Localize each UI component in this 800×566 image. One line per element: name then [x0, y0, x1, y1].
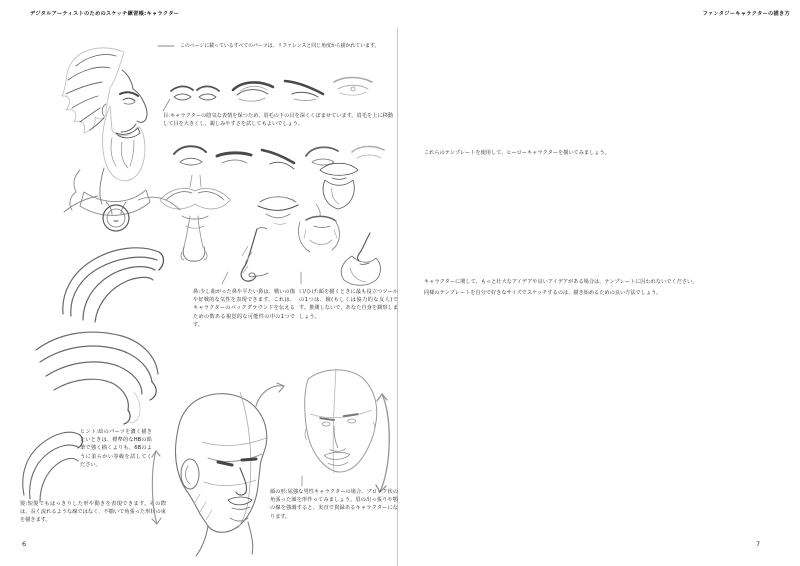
- eye-study-angry: [282, 74, 326, 104]
- eye-pair-study: [168, 82, 222, 108]
- running-title-left: デジタルアーティストのためのスケッチ練習帳:キャラクター: [30, 11, 180, 17]
- intro-note: このページに載っているすべてのパーツは、リファレンスと同じ角度から描かれています。: [180, 43, 380, 49]
- note-eyes: 目:キャラクターの陰気な表情を保つため、眉毛の下の目を深くくぼませています。眉毛を上に移動して目を大きくし、親しみやすさを試してもよいでしょう。: [163, 113, 393, 128]
- caption-ideas-line2: 同様のテンプレートを自分で好きなサイズでスケッチするのは、描き始めるための良い方法でしょう。: [424, 290, 662, 296]
- eye-study-heavy-brow: [230, 78, 276, 106]
- head-template-blocky-2: [546, 36, 646, 144]
- note-hair: 髪:短髪でもはっきりした形や動きを表現できます。その際は、長く流れるような線ではなく、不揃いで角張った形状の束を描きます。: [20, 501, 166, 524]
- note-hint: ヒント:絵のパーツを濃く描きたいときは、標準的なHBの鉛筆で強く描くよりも、6Bのように柔らかい等級を試してください。: [80, 429, 152, 468]
- note-mouth: 口/ひげ:顔を描くときに最も役立つツールの1つは、鏡(もしくは協力的な友人)です。推測しないで、あなた自身を観察しましょう。: [299, 289, 398, 320]
- hair-study-1: [55, 228, 167, 328]
- head-template-blocky-1: [420, 36, 520, 144]
- rotate-arrow-icon: [368, 388, 394, 500]
- page-number-right: 7: [756, 540, 761, 548]
- caption-ideas-line1: キャラクターに関して、もっと壮大なアイデアや良いアイデアがある場合は、テンプレートに囚われないでください。: [424, 279, 698, 285]
- page-number-left: 6: [22, 540, 27, 548]
- head-template-practice-6: [674, 425, 782, 551]
- caption-templates: これらのテンプレートを使用して、ヒーローキャラクターを描いてみましょう。: [424, 150, 610, 156]
- head-template-round-3: [672, 165, 772, 269]
- hair-study-3: [16, 415, 84, 503]
- head-template-practice-1: [420, 304, 524, 418]
- eye-study-light: [330, 72, 376, 102]
- head-template-round-2: [546, 165, 646, 269]
- note-nose: 鼻:少し曲がった鼻や平たい鼻は、戦いの傷や好戦的な気性を表現できます。これは、キャラクターのバックグラウンドを伝えるための数ある視覚的な可能性の中の1つです。: [193, 289, 295, 328]
- brow-study-slanted: [258, 142, 298, 174]
- running-title-right: ファンタジーキャラクターの描き方: [702, 11, 790, 17]
- head-template-practice-3: [676, 304, 780, 418]
- head-template-round-1: [420, 165, 520, 269]
- head-template-practice-2: [548, 304, 652, 418]
- beard-profile-study: [330, 230, 392, 288]
- nose-front-study: [172, 212, 216, 268]
- tilt-arrow-icon: [252, 378, 288, 412]
- head-template-blocky-3: [672, 36, 772, 144]
- head-template-practice-4: [418, 425, 526, 551]
- turn-arrow-icon: [148, 448, 162, 528]
- nose-profile-study: [224, 226, 276, 286]
- head-template-practice-5: [546, 425, 654, 551]
- note-face-shape: 顔の形:屈強な男性キャラクターの場合、ブロック状の角張った顔を形作ってみましょう。眉の出っ張りや顎の線を強調すると、実直で貫録あるキャラクターになります。: [270, 489, 398, 520]
